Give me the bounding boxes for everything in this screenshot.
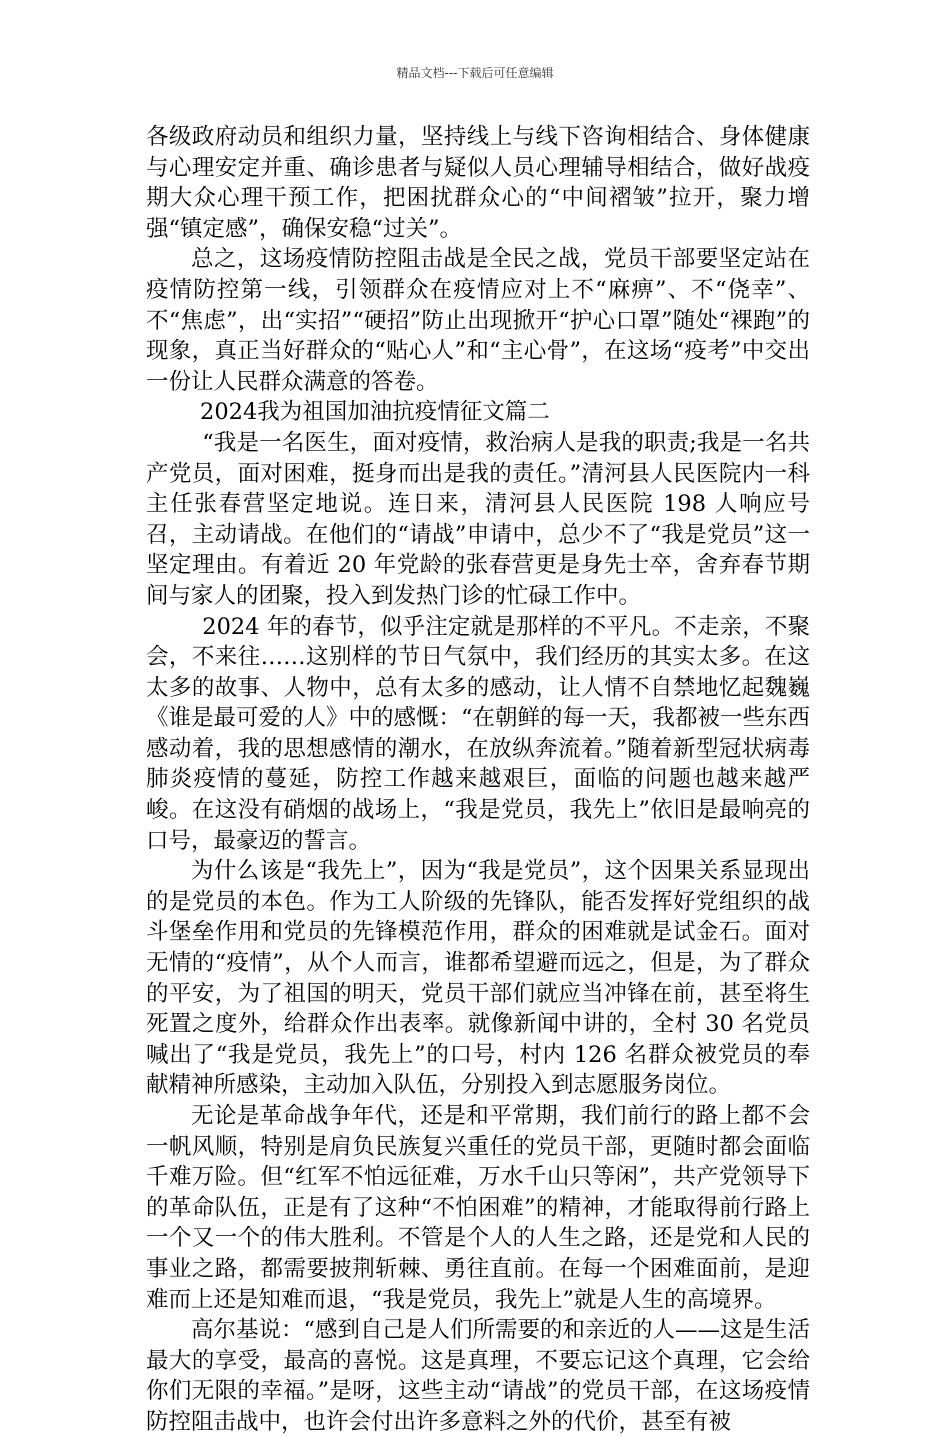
paragraph-7: 高尔基说：“感到自己是人们所需要的和亲近的人——这是生活最大的享受，最高的喜悦。这是真理，不要忘记这个真理，它会给你们无限的幸福。”是呀，这些主动“请战”的党员干部，在这场疫情防控阻击战中，也许会付出许多意料之外的代价，甚至有被 (146, 1317, 811, 1435)
paragraph-6: 无论是革命战争年代，还是和平常期，我们前行的路上都不会一帆风顺，特别是肩负民族复兴重任的党员干部，更随时都会面临千难万险。但“红军不怕远征难，万水千山只等闲”，共产党领导下的革命队伍，正是有了这种“不怕困难”的精神，才能取得前行路上一个又一个的伟大胜利。不管是个人的人生之路，还是党和人民的事业之路，都需要披荆斩棘、勇往直前。在每一个困难面前，是迎难而上还是知难而退，“我是党员，我先上”就是人生的高境界。 (146, 1103, 810, 1313)
paragraph-2: 总之，这场疫情防控阻击战是全民之战，党员干部要坚定站在疫情防控第一线，引领群众在疫情应对上不“麻痹”、不“侥幸”、不“焦虑”，出“实招”“硬招”防止出现掀开“护心口罩”随处“裸跑”的现象，真正当好群众的“贴心人”和“主心骨”，在这场“疫考”中交出一份让人民群众满意的答卷。 (146, 246, 810, 395)
paragraph-5: 为什么该是“我先上”，因为“我是党员”，这个因果关系显现出的是党员的本色。作为工人阶级的先锋队，能否发挥好党组织的战斗堡垒作用和党员的先锋模范作用，群众的困难就是试金石。面对无情的“疫情”，从个人而言，谁都希望避而远之，但是，为了群众的平安，为了祖国的明天，党员干部们就应当冲锋在前，甚至将生死置之度外，给群众作出表率。就像新闻中讲的，全村 30 名党员喊出了“我是党员，我先上”的口号，村内 126 名群众被党员的奉献精神所感染，主动加入队伍，分别投入到志愿服务岗位。 (146, 858, 810, 1099)
paragraph-4: 2024 年的春节，似乎注定就是那样的不平凡。不走亲，不聚会，不来往……这别样的节日气氛中，我们经历的其实太多。在这太多的故事、人物中，总有太多的感动，让人情不自禁地忆起魏巍《谁是最可爱的人》中的感慨：“在朝鲜的每一天，我都被一些东西感动着，我的思想感情的潮水，在放纵奔流着。”随着新型冠状病毒肺炎疫情的蔓延，防控工作越来越艰巨，面临的问题也越来越严峻。在这没有硝烟的战场上，“我是党员，我先上”依旧是最响亮的口号，最豪迈的誓言。 (146, 613, 811, 854)
section-title: 2024我为祖国加油抗疫情征文篇二 (200, 399, 550, 426)
paragraph-3: “我是一名医生，面对疫情，救治病人是我的职责;我是一名共产党员，面对困难，挺身而出是我的责任。”清河县人民医院内一科主任张春营坚定地说。连日来，清河县人民医院 198 人响应号召，主动请战。在他们的“请战”申请中，总少不了“我是党员”这一坚定理由。有着近 20 年党龄的张春营更是身先士卒，舍弃春节期间与家人的团聚，投入到发热门诊的忙碌工作中。 (146, 429, 810, 609)
paragraph-1: 各级政府动员和组织力量，坚持线上与线下咨询相结合、身体健康与心理安定并重、确诊患者与疑似人员心理辅导相结合，做好战疫期大众心理干预工作，把困扰群众心的“中间褶皱”拉开，聚力增强“镇定感”，确保安稳“过关”。 (146, 124, 810, 242)
page-header: 精品文档---下载后可任意编辑 (396, 66, 554, 80)
document-body (146, 122, 810, 1438)
